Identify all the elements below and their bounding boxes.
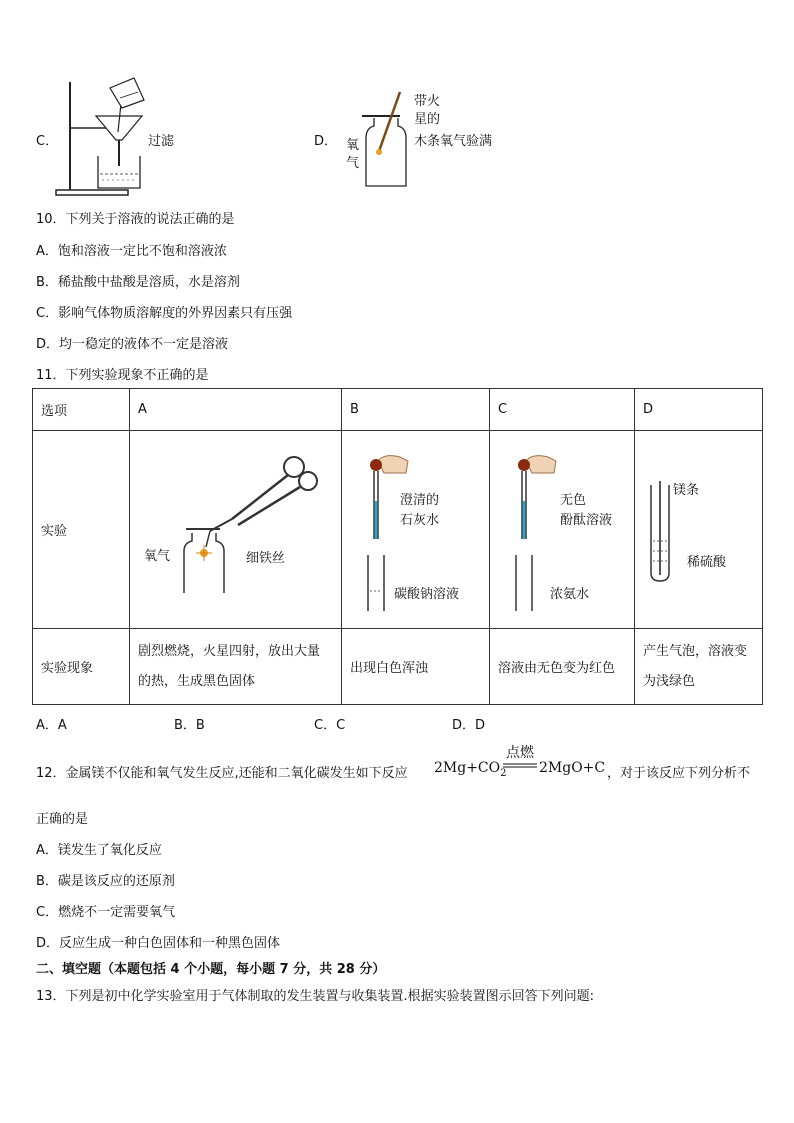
q11-phenomenon-a (130, 629, 342, 705)
q11-header-row (33, 389, 763, 431)
q11-answer-a: A．A (36, 718, 67, 733)
q9-d-gas-2: 气 (346, 156, 360, 171)
q12-option-d: D．反应生成一种白色固体和一种黑色固体 (36, 936, 281, 951)
q11-header-d: D (635, 389, 763, 431)
q13-stem: 13．下列是初中化学实验室用于气体制取的发生装置与收集装置.根据实验装置图示回答下列问题: (36, 989, 595, 1004)
q12-option-b: B．碳是该反应的还原剂 (36, 874, 175, 889)
q9-option-c-letter: C． (36, 134, 59, 149)
q12-eq-right: 2MgO+C (539, 760, 606, 776)
q11-header-b: B (342, 389, 490, 431)
q11-phenomenon-b: 出现白色浑浊 (342, 629, 490, 705)
magnesium-tube-figure (645, 481, 675, 621)
q11-fig-d-cell (635, 431, 763, 629)
section-2-title: 二、填空题（本题包括 4 个小题，每小题 7 分，共 28 分） (36, 962, 386, 977)
q9-d-label-2: 星的 (414, 112, 441, 127)
q11-fig-d-bottom: 稀硫酸 (687, 555, 727, 570)
q11-phenomenon-a-line-2: 的热，生成黑色固体 (138, 673, 256, 689)
q12-eq-left-sub: 2 (500, 767, 507, 779)
q11-stem: 11．下列实验现象不正确的是 (36, 368, 209, 383)
q11-phenomenon-a-line-1: 剧烈燃烧，火星四射，放出大量 (138, 643, 321, 659)
filtration-apparatus-figure (52, 74, 162, 200)
q11-phenomenon-row (33, 629, 763, 705)
iron-wire-burning-figure (180, 453, 320, 593)
q11-fig-a-cell (130, 431, 342, 629)
q11-fig-c-top-2: 酚酞溶液 (560, 513, 613, 528)
q11-fig-c-cell (490, 431, 635, 629)
q9-option-d-letter: D． (314, 134, 338, 149)
q11-answer-d: D．D (452, 718, 486, 733)
q10-option-d: D．均一稳定的液体不一定是溶液 (36, 337, 229, 352)
q11-answer-c: C．C (314, 718, 346, 733)
q11-fig-c-bottom: 浓氨水 (550, 587, 590, 602)
q12-stem-before: 12．金属镁不仅能和氧气发生反应,还能和二氧化碳发生如下反应 (36, 766, 408, 781)
q11-header-option: 选项 (33, 389, 130, 431)
q11-header-c: C (490, 389, 635, 431)
q9-d-label-1: 带火 (414, 94, 441, 109)
q11-phenomenon-d (635, 629, 763, 705)
q11-fig-d-top: 镁条 (673, 483, 700, 498)
q9-option-c-text: 过滤 (148, 134, 175, 149)
q12-equation-left (434, 760, 507, 779)
q10-stem: 10．下列关于溶液的说法正确的是 (36, 212, 235, 227)
q11-phenomenon-c: 溶液由无色变为红色 (490, 629, 635, 705)
q11-experiment-row (33, 431, 763, 629)
q11-phenomenon-d-line-2: 为浅绿色 (643, 673, 696, 689)
q11-experiment-label: 实验 (33, 431, 130, 629)
q12-stem-after: ，对于该反应下列分析不 (607, 766, 751, 781)
q12-option-c: C．燃烧不一定需要氧气 (36, 905, 176, 920)
q11-fig-b-top-2: 石灰水 (400, 513, 440, 528)
oxygen-bottle-figure (356, 86, 416, 190)
q11-phenomenon-label: 实验现象 (33, 629, 130, 705)
q11-fig-b-cell (342, 431, 490, 629)
q9-d-label-3: 木条氧气验满 (414, 134, 493, 149)
q12-eq-left: 2Mg+CO (434, 760, 501, 776)
q11-fig-b-top-1: 澄清的 (400, 493, 440, 508)
q9-d-gas-1: 氧 (346, 138, 360, 153)
q12-stem-line-2: 正确的是 (36, 812, 89, 827)
q12-eq-condition: 点燃 (506, 745, 534, 761)
q12-eq-double-line (503, 762, 537, 770)
q10-option-b: B．稀盐酸中盐酸是溶质，水是溶剂 (36, 275, 240, 290)
q11-header-a: A (130, 389, 342, 431)
q11-answer-b: B．B (174, 718, 205, 733)
q11-phenomenon-d-line-1: 产生气泡，溶液变 (643, 643, 748, 659)
q11-fig-b-bottom: 碳酸钠溶液 (394, 587, 460, 602)
q12-option-a: A．镁发生了氧化反应 (36, 843, 162, 858)
q11-fig-a-gas: 氧气 (144, 549, 171, 564)
q11-table (32, 388, 763, 705)
q10-option-a: A．饱和溶液一定比不饱和溶液浓 (36, 244, 227, 259)
q10-option-c: C．影响气体物质溶解度的外界因素只有压强 (36, 306, 293, 321)
q11-fig-a-wire: 细铁丝 (246, 551, 286, 566)
q11-fig-c-top-1: 无色 (560, 493, 587, 508)
